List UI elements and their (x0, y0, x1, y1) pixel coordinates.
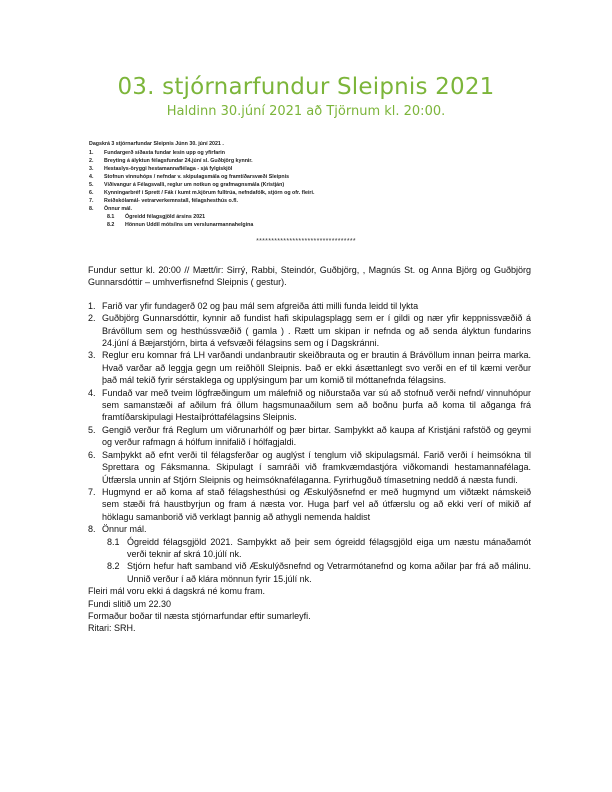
minutes-item-text: Reglur eru komnar frá LH varðandi undanbrautir skeiðbrauta og er brautin á Brávöllum innan þeirra marka. Hvað varðar að leggja gegn um reiðhöll Sleipnis. Það er ekki ásættanlegt svo verði en ef til kæmi verður það mál tekið fyrir sérstaklega og upplýsingum þar um komið til móttanefnda félagsins. (102, 350, 531, 386)
minutes-item-number: 1. (88, 300, 96, 311)
agenda-item-text: Fundargerð síðasta fundar lesin upp og yfirfarin (104, 150, 225, 156)
meeting-subtitle: Haldinn 30.júní 2021 að Tjörnum kl. 20:00. (166, 104, 446, 119)
minutes-item-number: 3. (88, 350, 96, 361)
agenda-item (89, 165, 529, 173)
minutes-item (88, 523, 531, 535)
agenda (89, 140, 529, 229)
minutes-item (88, 486, 531, 523)
agenda-subitem (89, 213, 529, 221)
agenda-item-text: Reiðskólamál- vetrarverkemnstall, félagshesthús o.fl. (104, 198, 238, 204)
minutes-subitem-number: 8.1 (107, 536, 120, 547)
agenda-item (89, 149, 529, 157)
agenda-item-number: 6. (89, 190, 94, 196)
closing-line: Formaður boðar til næsta stjórnarfundar eftir sumarleyfi. (88, 610, 311, 621)
agenda-item-text: Hestaslys-öryggi hestamannaflélaga - sjá fylgiskjöl (104, 166, 233, 172)
minutes-item (88, 300, 531, 312)
minutes-item-text: Fundað var með tveim lögfræðingum um málefnið og niðurstaða var sú að stofnuð verði nefnd/ vinnuhópur sem samanstæði af aðilum frá öllum hagsmunaaðilum sem að boðnu þurfa að koma til aðganga frá framtíðarskipulagi Hestaíþróttafélagsins Sleipnis. (102, 387, 531, 423)
agenda-item (89, 173, 529, 181)
minutes-item-number: 6. (88, 449, 96, 460)
minutes-item-number: 2. (88, 313, 96, 324)
agenda-subitem-text: Hönnun Uddil móts/ins um verslunarmannahelgina (125, 222, 254, 228)
secretary-signature-line: Ritari: SRH. (88, 623, 136, 634)
agenda-item-number: 3. (89, 166, 94, 172)
agenda-item-number: 2. (89, 158, 94, 164)
closing-line: Fundi slitið um 22.30 (88, 598, 172, 609)
minutes-item-number: 4. (88, 387, 96, 398)
agenda-item-text: Stofnun vinnuhóps / nefndar v. skipulagsmála og framtíðarsvæði Sleipnis (104, 174, 290, 180)
minutes-item-text: Guðbjörg Gunnarsdóttir, kynnir að fundist hafi skipulagsplagg sem er í gildi og nær yfir keppnissvæðið á Brávöllum sem og hesthússvæðið ( gamla ) . Rætt um skipan ir nefnda og að senda ályktun fundarins 24.júní á Bæjarstjórn, birta á vefsvæði félagsins sem og í Dagskránni. (102, 313, 531, 349)
minutes-body (88, 264, 531, 635)
minutes-item (88, 349, 531, 386)
minutes-subitem-text: Stjórn hefur haft samband við Æskulýðsnefnd og Vetrarmótanefnd og koma aðilar þar frá að málinu. Unnið verður í að klára mönnun fyrir 15.júlí nk. (127, 561, 531, 584)
agenda-item-text: Breyting á ályktun félagsfundar 24.júní sl. Guðbjörg kynnir. (104, 158, 253, 164)
page-title: 03. stjórnarfundur Sleipnis 2021 (117, 74, 495, 100)
agenda-item (89, 181, 529, 189)
minutes-item (88, 424, 531, 449)
minutes-item-text: Önnur mál. (102, 524, 147, 535)
minutes-item-number: 8. (88, 524, 96, 535)
minutes-item-text: Hugmynd er að koma af stað félagshesthúsi og Æskulýðsnefnd er með hugmynd um viðtækt námskeið sem stæði frá haustbyrjun og fram á næsta vor. Huga þarf vel að útfærslu og að ekki verí of mikið af höklagu samanborið við verklagt þannig að athygli nemenda haldist (102, 486, 531, 522)
minutes-item-number: 7. (88, 486, 96, 497)
minutes-item (88, 449, 531, 486)
minutes-item (88, 387, 531, 424)
minutes-item-text: Gengið verður frá Reglum um viðrunarhólf og þær birtar. Samþykkt að kaupa af Kristjáni rafstöð og geymi og verður rafmagn á hólfum innifalið í hólfagjaldi. (102, 424, 531, 448)
separator-line: ********************************* (256, 238, 356, 245)
minutes-subitem (88, 560, 531, 585)
agenda-item-text: Önnur mál. (104, 206, 132, 212)
minutes-item-text: Samþykkt að efnt verði til félagsferðar og auglýst í tenglum við skipulagsmál. Farið verði í heimsókna til Sprettara og Fáksmanna. Skipulagt í samráði við framkvæmdastjóra viðkomandi hestamannafélaga. Útfærsla unnin af Stjórn Sleipnis og heimsóknafélaganna. Fyrirhugðuð tímasetning neddð á næsta fundi. (102, 449, 531, 485)
agenda-item (89, 157, 529, 165)
agenda-subitem (89, 221, 529, 229)
agenda-item (89, 197, 529, 205)
agenda-subitem-number: 8.1 (107, 214, 115, 220)
agenda-heading: Dagskrá 3 stjórnarfundar Sleipnis Júnn 30. júní 2021 . (89, 141, 224, 147)
minutes-subitem-number: 8.2 (107, 561, 120, 572)
minutes-subitem (88, 536, 531, 561)
agenda-item-number: 4. (89, 174, 94, 180)
minutes-subitem-text: Ógreidd félagsgjöld 2021. Samþykkt að þeir sem ógreidd félagsgjöld eiga um næstu mánaðamót verði teknir af skrá 10.júlí nk. (127, 536, 531, 559)
agenda-item-number: 7. (89, 198, 94, 204)
minutes-item (88, 312, 531, 349)
minutes-item-number: 5. (88, 424, 96, 435)
agenda-item-number: 1. (89, 150, 94, 156)
agenda-item-number: 8. (89, 206, 94, 212)
agenda-item-number: 5. (89, 182, 94, 188)
agenda-item-text: Kynningarbréf í Sprett / Fák í kumt m.kjörum fulltrúa, nefndafólk, stjórn og ofr. fleiri. (104, 190, 315, 196)
agenda-subitem-number: 8.2 (107, 222, 115, 228)
agenda-item (89, 189, 529, 197)
agenda-subitem-text: Ógreidd félagsgjöld ársins 2021 (125, 214, 206, 220)
minutes-item-text: Farið var yfir fundagerð 02 og þau mál sem afgreiða átti milli funda leidd til lykta (102, 300, 419, 311)
agenda-item-text: Víðivangur á Félagsvalli, reglur um notkun og grafmagnsmála (Kristján) (104, 182, 285, 188)
closing-line: Fleiri mál voru ekki á dagskrá né komu fram. (88, 586, 266, 597)
agenda-item (89, 205, 529, 213)
minutes-intro: Fundur settur kl. 20:00 // Mætt/ir: Sirrý, Rabbi, Steindór, Guðbjörg, , Magnús St. og Anna Björg og Guðbjörg Gunnarsdóttir – umhverfisnefnd Sleipnis ( gestur). (88, 265, 531, 288)
